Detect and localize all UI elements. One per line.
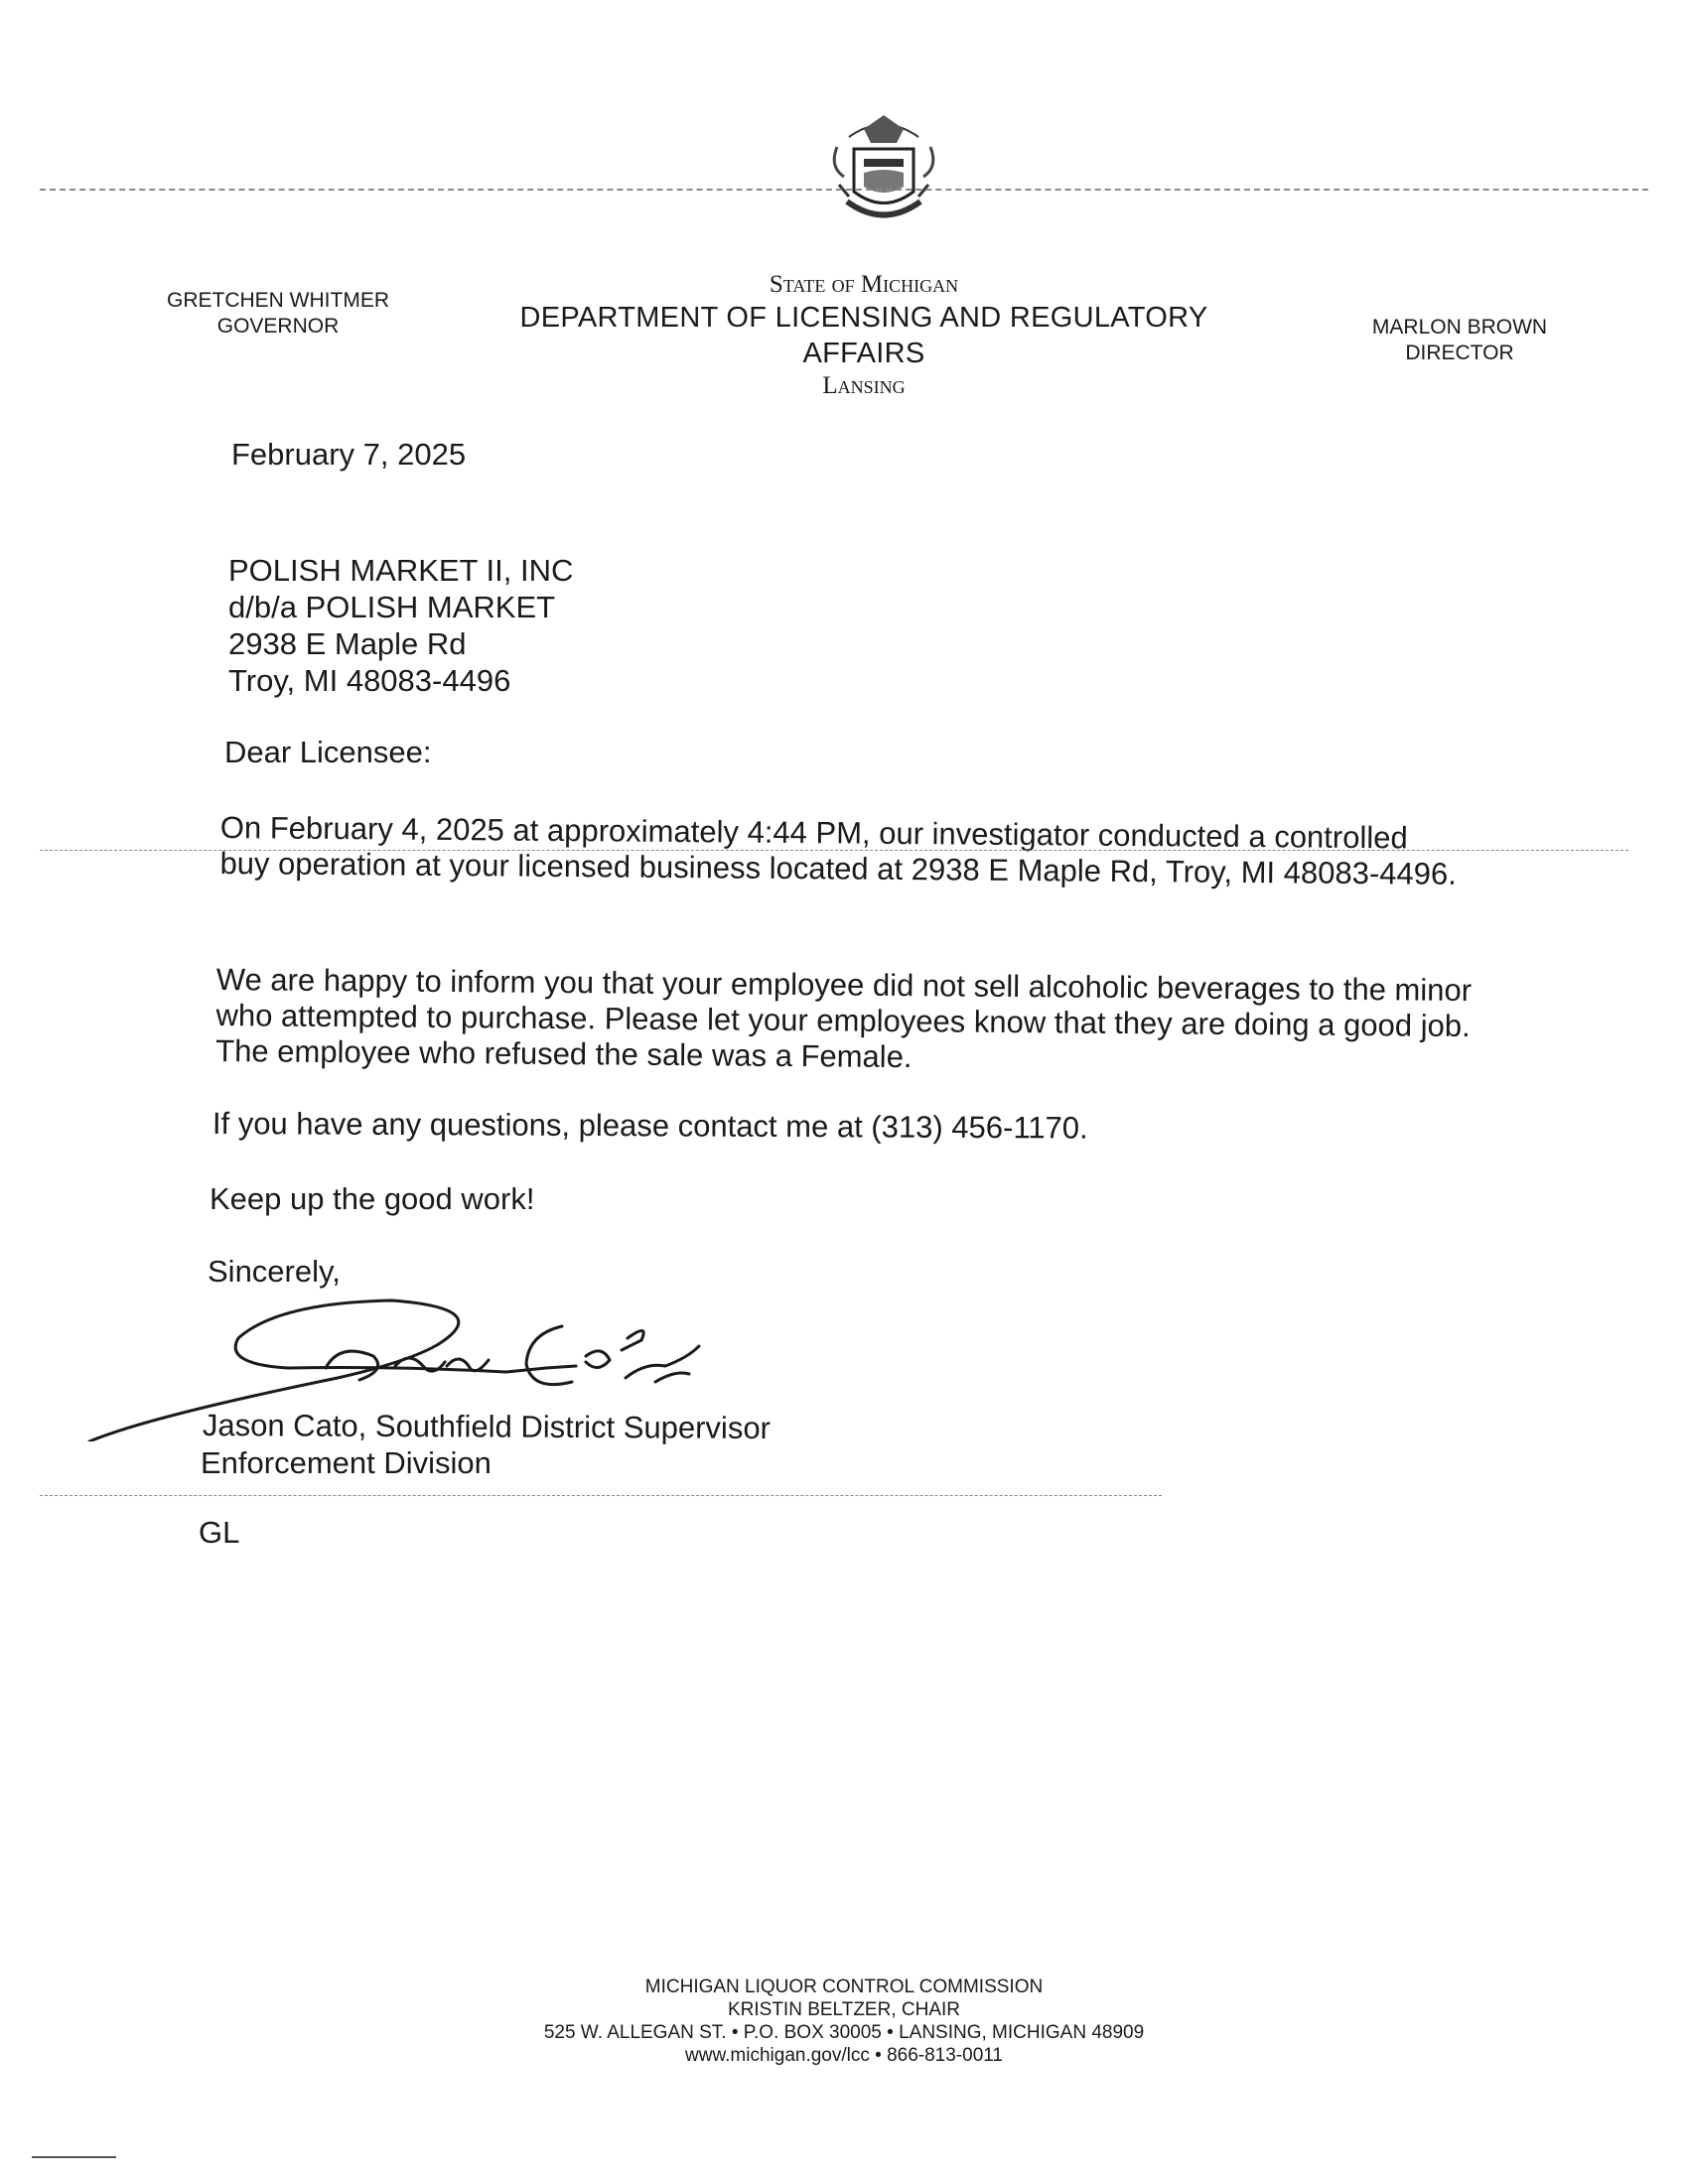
paragraph-4: Keep up the good work!: [210, 1181, 535, 1216]
scan-dashed-line-lower: [40, 1495, 1162, 1496]
footer-line-4: www.michigan.gov/lcc • 866-813-0011: [685, 2045, 1003, 2066]
scan-dashed-line: [40, 850, 1628, 851]
state-name: State of Michigan: [769, 271, 959, 298]
footer-line-3: 525 W. ALLEGAN ST. • P.O. BOX 30005 • LANSING, MICHIGAN 48909: [543, 2022, 1145, 2043]
salutation: Dear Licensee:: [224, 735, 432, 769]
department-block: [467, 270, 1261, 401]
state-seal-icon: [819, 107, 948, 236]
letter-date: February 7, 2025: [231, 437, 467, 472]
footer-line-2: KRISTIN BELTZER, CHAIR: [727, 1999, 960, 2020]
closing: Sincerely,: [208, 1254, 341, 1289]
recipient-line-4: Troy, MI 48083-4496: [228, 663, 511, 698]
recipient-line-1: POLISH MARKET II, INC: [228, 553, 574, 588]
recipient-line-3: 2938 E Maple Rd: [228, 626, 467, 661]
paragraph-1: On February 4, 2025 at approximately 4:44 PM, our investigator conducted a controlled buy operation at your licensed business located at 2938 E Maple Rd, Troy, MI 48083-4496.: [219, 810, 1457, 891]
signer-name: Jason Cato, Southfield District Supervisor: [202, 1408, 772, 1445]
signer-division: Enforcement Division: [201, 1445, 492, 1480]
governor-title: GOVERNOR: [216, 315, 340, 338]
city-name: Lansing: [822, 372, 906, 399]
recipient-line-2: d/b/a POLISH MARKET: [228, 590, 556, 624]
footer-line-1: MICHIGAN LIQUOR CONTROL COMMISSION: [644, 1977, 1044, 1997]
footer-block: [397, 1976, 1291, 2067]
director-title: DIRECTOR: [1405, 341, 1514, 364]
header-dashed-line: [40, 189, 1648, 191]
governor-name: GRETCHEN WHITMER: [167, 289, 389, 312]
director-block: [1350, 315, 1569, 366]
paragraph-2: We are happy to inform you that your employee did not sell alcoholic beverages to the minor who attempted to purchase. Please let your employees know that they are doing a good job. The employee who refused the sale was a Female.: [215, 962, 1473, 1075]
recipient-address: [228, 552, 573, 699]
corner-scan-mark: [32, 2156, 116, 2158]
paragraph-3: If you have any questions, please contact me at (313) 456-1170.: [211, 1106, 1088, 1146]
typist-initials: GL: [199, 1515, 240, 1550]
governor-block: [149, 288, 407, 340]
department-name: DEPARTMENT OF LICENSING AND REGULATORY AFFAIRS: [519, 302, 1208, 369]
director-name: MARLON BROWN: [1371, 316, 1548, 339]
